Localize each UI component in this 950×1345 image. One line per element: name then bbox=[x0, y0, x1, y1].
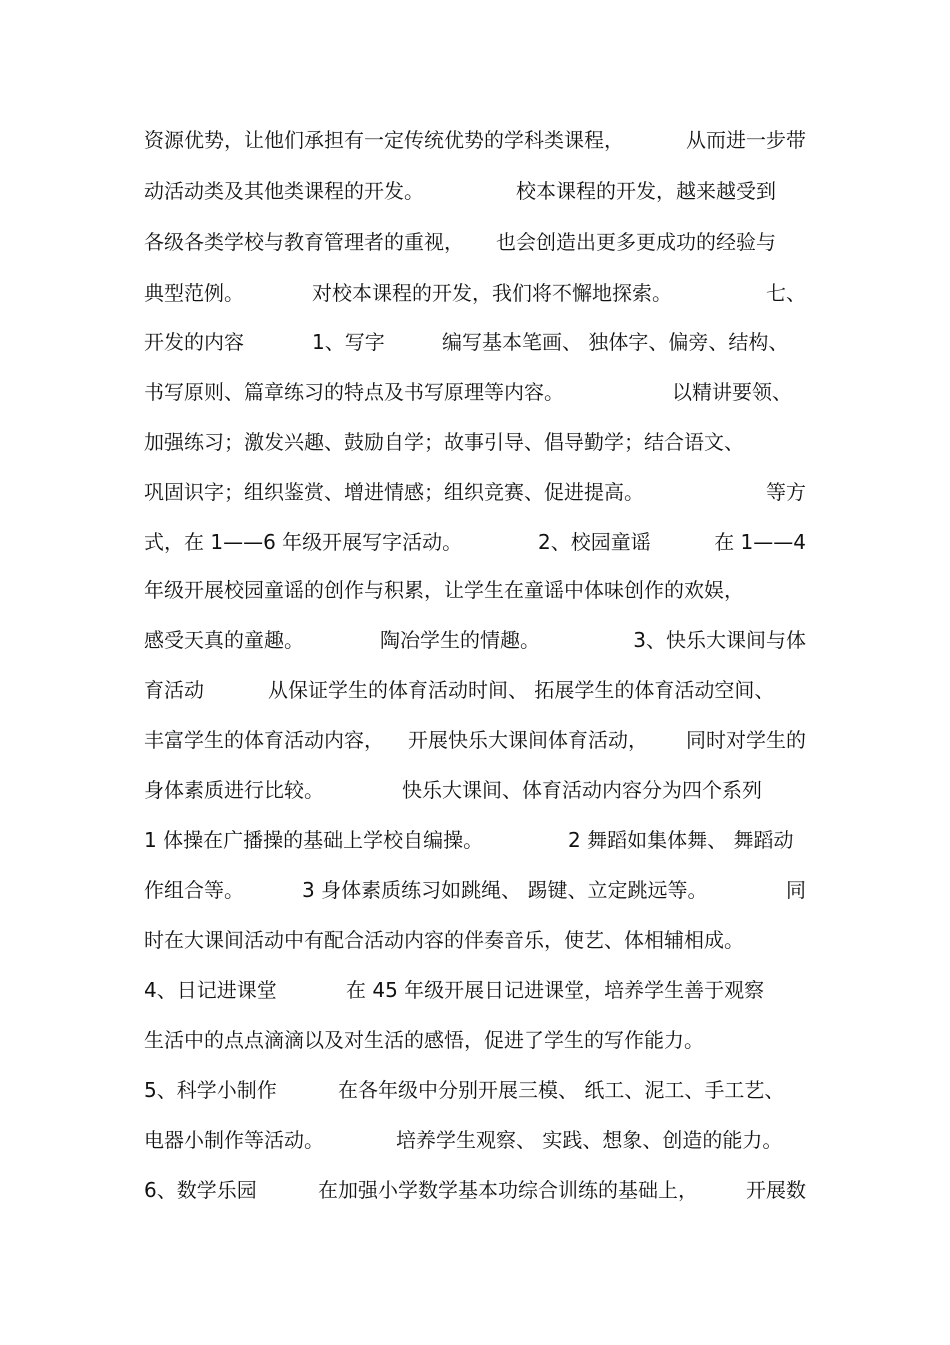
text-segment: 在加强小学数学基本功综合训练的基础上， bbox=[318, 1178, 698, 1202]
text-segment: 加强练习；激发兴趣、鼓励自学；故事引导、倡导勤学；结合语文、 bbox=[144, 430, 744, 454]
text-segment: 3、快乐大课间与体 bbox=[633, 628, 806, 652]
text-segment: 陶冶学生的情趣。 bbox=[380, 628, 540, 652]
text-segment: 从而进一步带 bbox=[686, 128, 806, 152]
text-segment: 身体素质进行比较。 bbox=[144, 778, 324, 802]
text-segment: 从保证学生的体育活动时间、 拓展学生的体育活动空间、 bbox=[268, 678, 775, 702]
text-segment: 1、写字 bbox=[312, 330, 385, 354]
text-segment: 同时对学生的 bbox=[686, 728, 806, 752]
text-segment: 开展快乐大课间体育活动， bbox=[408, 728, 648, 752]
text-line bbox=[144, 675, 806, 705]
text-segment: 育活动 bbox=[144, 678, 204, 702]
text-line bbox=[144, 125, 806, 155]
text-segment: 资源优势，让他们承担有一定传统优势的学科类课程， bbox=[144, 128, 624, 152]
text-line bbox=[144, 875, 806, 905]
text-segment: 对校本课程的开发，我们将不懈地探索。 bbox=[312, 281, 672, 305]
text-segment: 5、科学小制作 bbox=[144, 1078, 277, 1102]
text-segment: 年级开展校园童谣的创作与积累，让学生在童谣中体味创作的欢娱， bbox=[144, 578, 744, 602]
text-segment: 生活中的点点滴滴以及对生活的感悟，促进了学生的写作能力。 bbox=[144, 1028, 704, 1052]
text-segment: 丰富学生的体育活动内容， bbox=[144, 728, 384, 752]
text-segment: 快乐大课间、体育活动内容分为四个系列 bbox=[402, 778, 762, 802]
text-line bbox=[144, 775, 806, 805]
text-segment: 各级各类学校与教育管理者的重视， bbox=[144, 230, 464, 254]
text-line bbox=[144, 327, 806, 357]
text-segment: 感受天真的童趣。 bbox=[144, 628, 304, 652]
text-segment: 1 体操在广播操的基础上学校自编操。 bbox=[144, 828, 484, 852]
text-line bbox=[144, 1175, 806, 1205]
text-line bbox=[144, 975, 806, 1005]
text-segment: 作组合等。 bbox=[144, 878, 244, 902]
text-line bbox=[144, 1025, 806, 1055]
text-segment: 校本课程的开发，越来越受到 bbox=[516, 179, 776, 203]
text-line bbox=[144, 575, 806, 605]
text-line bbox=[144, 477, 806, 507]
text-segment: 时在大课间活动中有配合活动内容的伴奏音乐，使艺、体相辅相成。 bbox=[144, 928, 744, 952]
text-line bbox=[144, 1075, 806, 1105]
text-segment: 典型范例。 bbox=[144, 281, 244, 305]
text-segment: 2 舞蹈如集体舞、 舞蹈动 bbox=[568, 828, 794, 852]
text-segment: 在 45 年级开展日记进课堂，培养学生善于观察 bbox=[346, 978, 765, 1002]
text-line bbox=[144, 925, 806, 955]
text-segment: 在各年级中分别开展三模、 纸工、泥工、手工艺、 bbox=[338, 1078, 785, 1102]
text-segment: 3 身体素质练习如跳绳、 踢键、立定跳远等。 bbox=[302, 878, 708, 902]
text-line bbox=[144, 725, 806, 755]
text-segment: 巩固识字；组织鉴赏、增进情感；组织竞赛、促进提高。 bbox=[144, 480, 644, 504]
text-segment: 书写原则、篇章练习的特点及书写原理等内容。 bbox=[144, 380, 564, 404]
text-segment: 以精讲要领、 bbox=[672, 380, 792, 404]
text-line bbox=[144, 825, 806, 855]
text-segment: 动活动类及其他类课程的开发。 bbox=[144, 179, 424, 203]
text-segment: 开发的内容 bbox=[144, 330, 244, 354]
text-line bbox=[144, 377, 806, 407]
text-segment: 等方 bbox=[766, 480, 806, 504]
text-segment: 也会创造出更多更成功的经验与 bbox=[496, 230, 776, 254]
text-line bbox=[144, 1125, 806, 1155]
text-segment: 式，在 1——6 年级开展写字活动。 bbox=[144, 530, 463, 554]
text-line bbox=[144, 278, 806, 308]
text-segment: 电器小制作等活动。 bbox=[144, 1128, 324, 1152]
text-line bbox=[144, 176, 806, 206]
text-line bbox=[144, 227, 806, 257]
text-segment: 编写基本笔画、 独体字、偏旁、结构、 bbox=[442, 330, 789, 354]
text-line bbox=[144, 625, 806, 655]
text-segment: 4、日记进课堂 bbox=[144, 978, 277, 1002]
text-segment: 2、校园童谣 bbox=[538, 530, 651, 554]
text-segment: 开展数 bbox=[746, 1178, 806, 1202]
text-segment: 七、 bbox=[766, 281, 806, 305]
text-segment: 培养学生观察、 实践、想象、创造的能力。 bbox=[396, 1128, 783, 1152]
text-segment: 同 bbox=[786, 878, 806, 902]
text-segment: 在 1——4 bbox=[714, 530, 806, 554]
text-segment: 6、数学乐园 bbox=[144, 1178, 257, 1202]
text-line bbox=[144, 427, 806, 457]
text-line bbox=[144, 527, 806, 557]
